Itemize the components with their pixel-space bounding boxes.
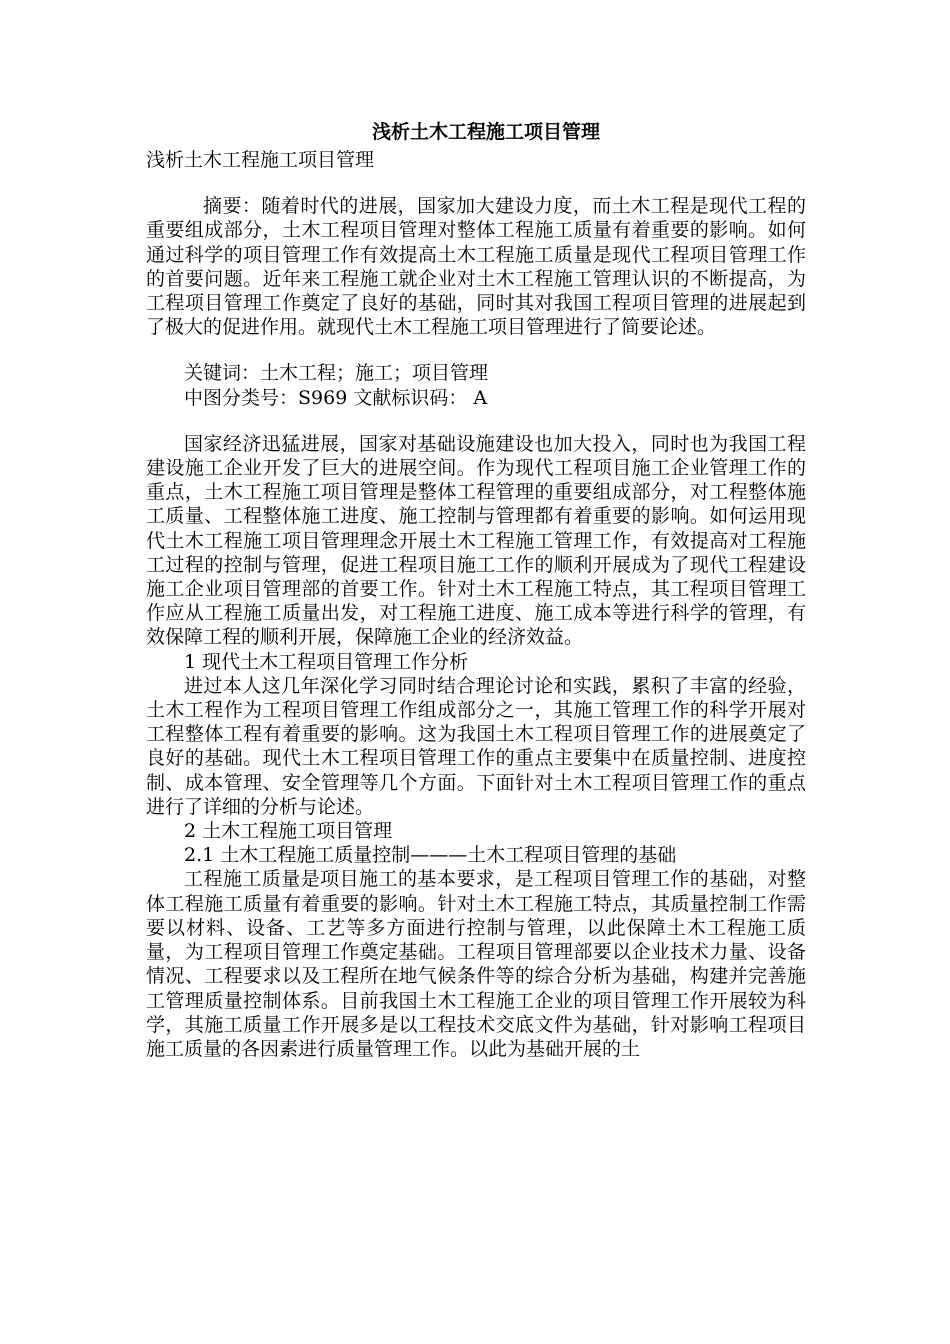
spacer: [146, 172, 806, 194]
section-1-paragraph: 进过本人这几年深化学习同时结合理论讨论和实践，累积了丰富的经验，土木工程作为工程项目管理工作组成部分之一，其施工管理工作的科学开展对工程整体工程有着重要的影响。这为我国土木工程项目管理工作的进展奠定了良好的基础。现代土木工程项目管理工作的重点主要集中在质量控制、进度控制、成本管理、安全管理等几个方面。下面针对土木工程项目管理工作的重点进行了详细的分析与论述。: [146, 674, 806, 818]
document-title: 浅析土木工程施工项目管理: [371, 121, 600, 143]
document-subtitle: 浅析土木工程施工项目管理: [146, 149, 375, 171]
section-2-heading: 2 土木工程施工项目管理: [184, 820, 393, 843]
section-2-1-paragraph: 工程施工质量是项目施工的基本要求，是工程项目管理工作的基础，对整体工程施工质量有着重要的影响。针对土木工程施工特点，其质量控制工作需要以材料、设备、工艺等多方面进行控制与管理，以此保障土木工程施工质量，为工程项目管理工作奠定基础。工程项目管理部要以企业技术力量、设备情况、工程要求以及工程所在地气候条件等的综合分析为基础，构建并完善施工管理质量控制体系。目前我国土木工程施工企业的项目管理工作开展较为科学，其施工质量工作开展多是以工程技术交底文件为基础，针对影响工程项目施工质量的各因素进行质量管理工作。以此为基础开展的土: [146, 868, 806, 1060]
section-1-heading: 1 现代土木工程项目管理工作分析: [184, 650, 469, 673]
abstract-paragraph: 摘要：随着时代的进展，国家加大建设力度，而土木工程是现代工程的重要组成部分，土木工程项目管理对整体工程施工质量有着重要的影响。如何通过科学的项目管理工作有效提高土木工程施工质量是现代工程项目管理工作的首要问题。近年来工程施工就企业对土木工程施工管理认识的不断提高，为工程项目管理工作奠定了良好的基础，同时其对我国工程项目管理的进展起到了极大的促进作用。就现代土木工程施工项目管理进行了简要论述。: [146, 195, 806, 339]
document-page: [146, 120, 806, 1061]
spacer: [146, 339, 806, 361]
intro-paragraph: 国家经济迅猛进展，国家对基础设施建设也加大投入，同时也为我国工程建设施工企业开发了巨大的进展空间。作为现代工程项目施工企业管理工作的重点，土木工程施工项目管理是整体工程管理的重要组成部分，对工程整体施工质量、工程整体施工进度、施工控制与管理都有着重要的影响。如何运用现代土木工程施工项目管理理念开展土木工程施工管理工作，有效提高对工程施工过程的控制与管理，促进工程项目施工工作的顺利开展成为了现代工程建设施工企业项目管理部的首要工作。针对土木工程施工特点，其工程项目管理工作应从工程施工质量出发，对工程施工进度、施工成本等进行科学的管理，有效保障工程的顺利开展，保障施工企业的经济效益。: [146, 432, 806, 649]
keywords-line: 关键词：土木工程；施工；项目管理: [184, 362, 489, 385]
classification-line: 中图分类号：S969 文献标识码： A: [184, 386, 488, 409]
section-2-1-heading: 2.1 土木工程施工质量控制———土木工程项目管理的基础: [184, 844, 677, 867]
spacer: [146, 410, 806, 432]
